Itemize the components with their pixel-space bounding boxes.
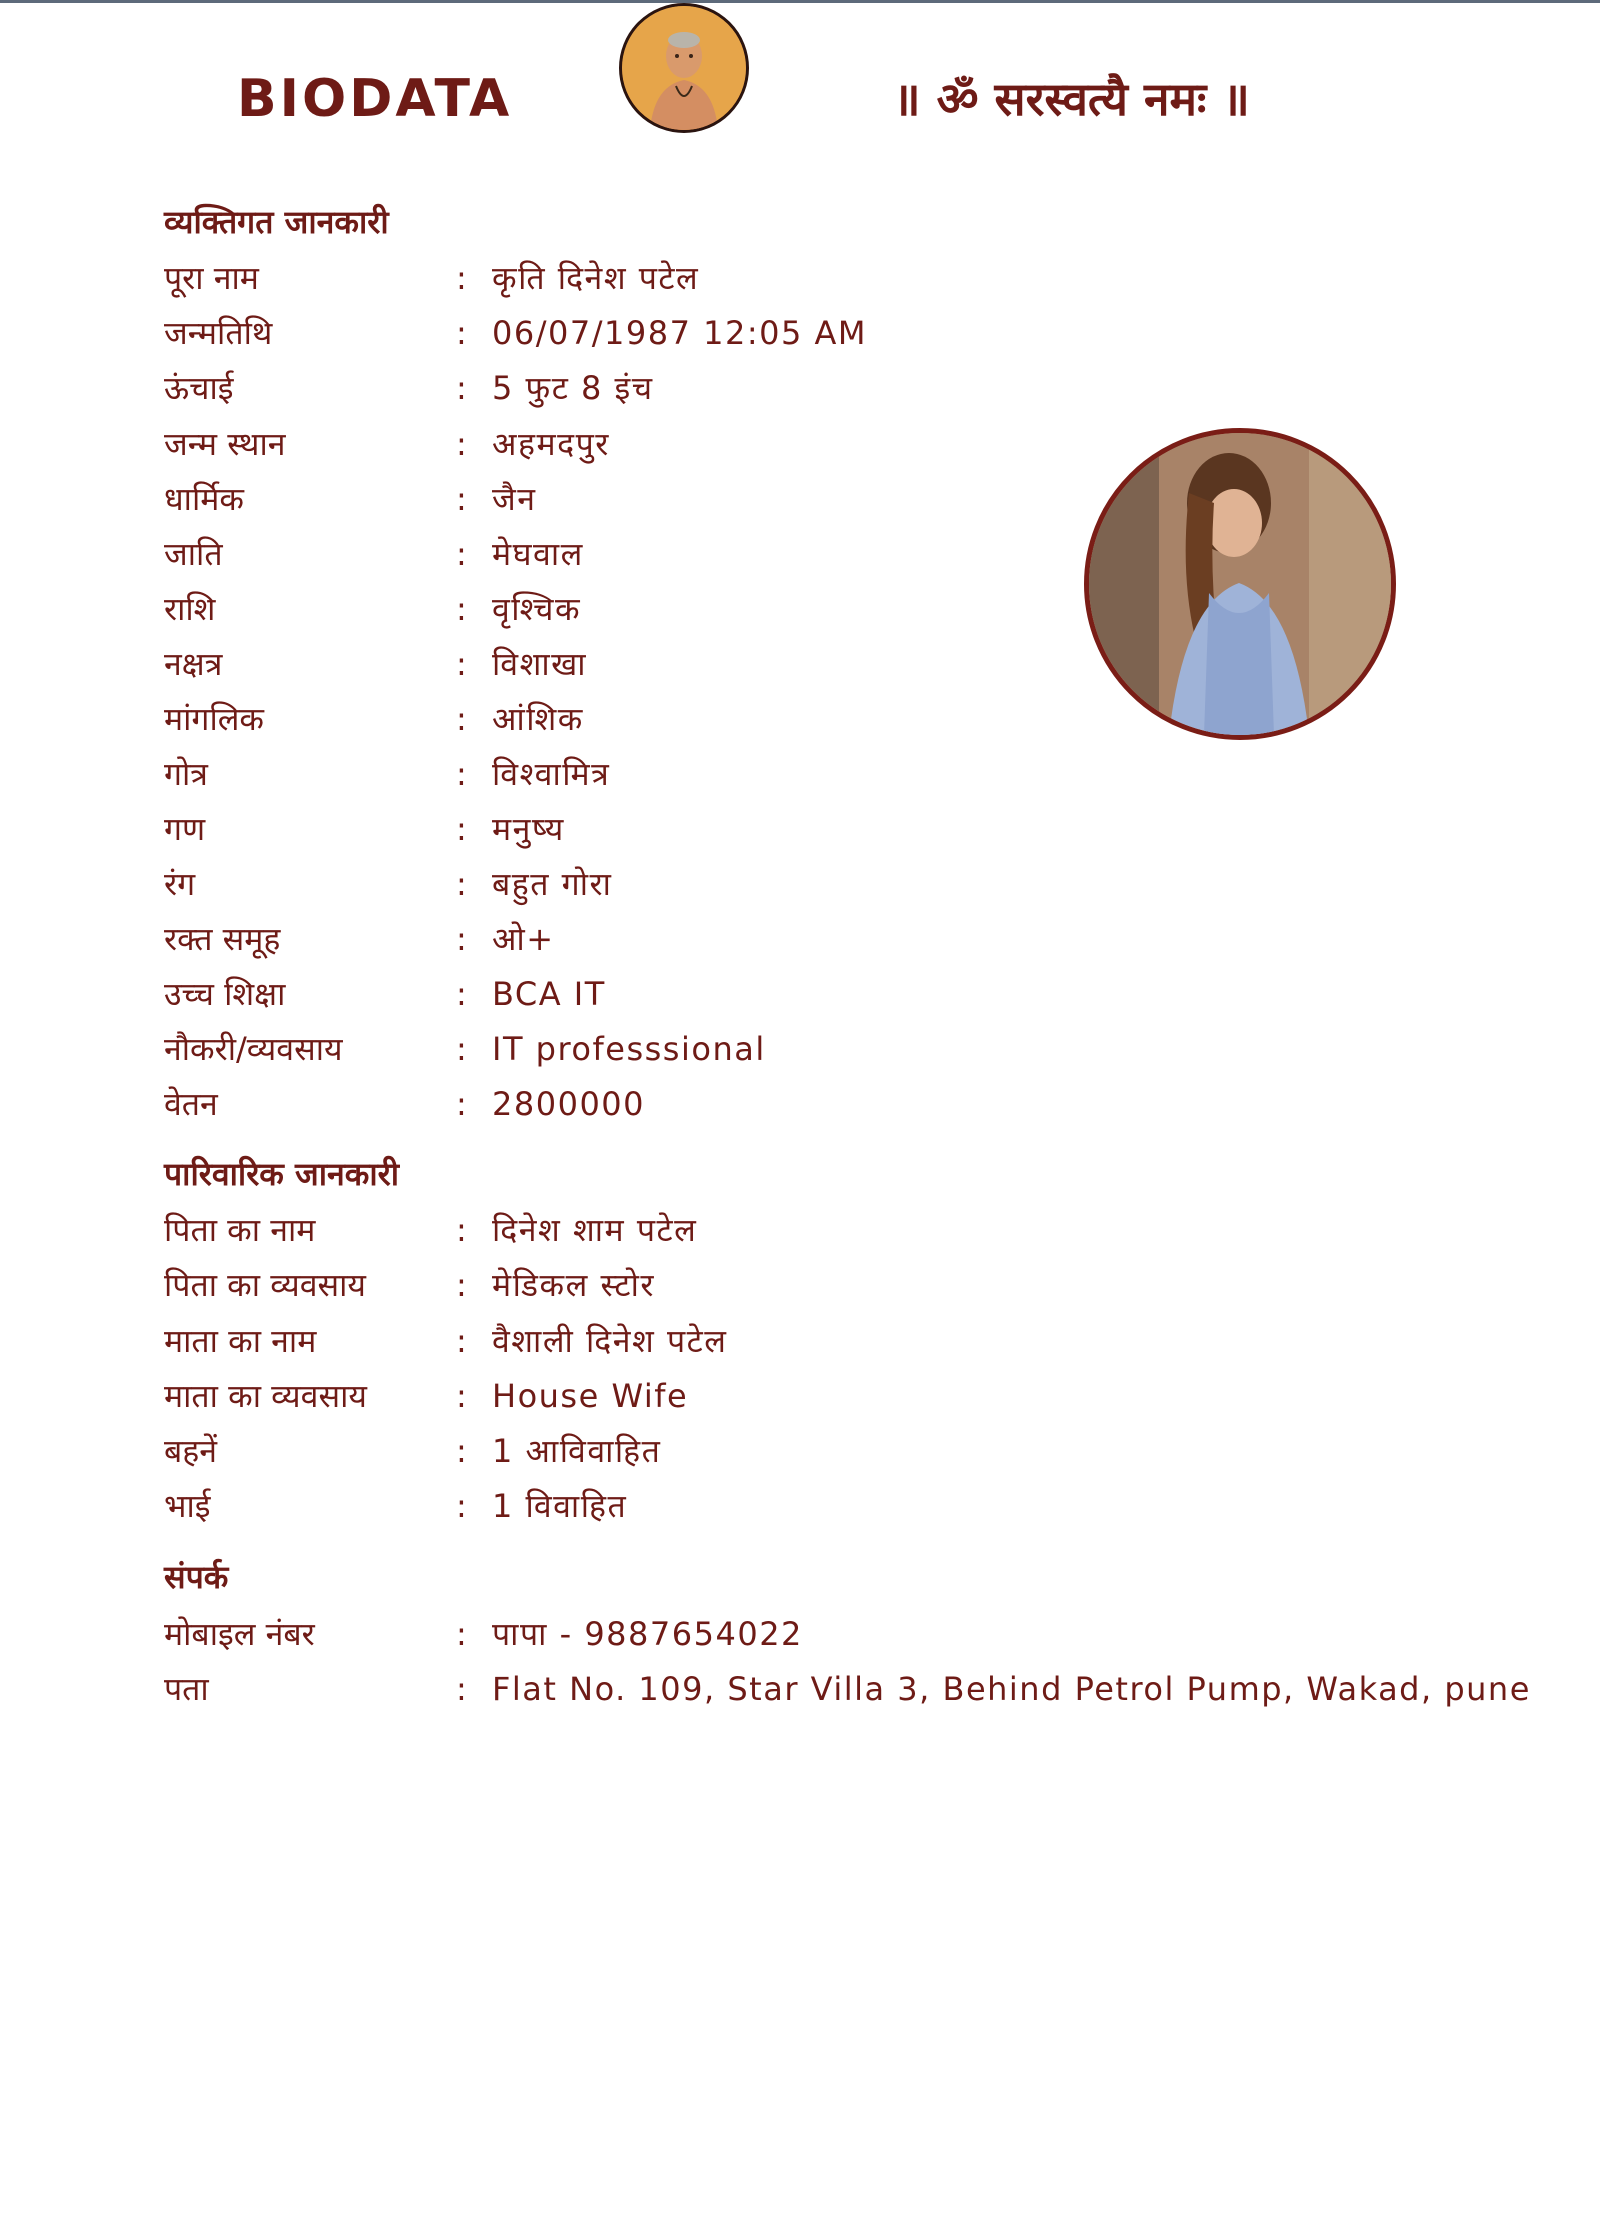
row-separator: : bbox=[456, 700, 467, 738]
row-label: पूरा नाम bbox=[164, 259, 259, 297]
row-separator: : bbox=[456, 1030, 467, 1068]
row-value: कृति दिनेश पटेल bbox=[492, 259, 700, 297]
detail-row-height bbox=[164, 362, 1484, 414]
detail-row-religion bbox=[164, 473, 1484, 525]
row-value: जैन bbox=[492, 480, 537, 518]
row-value: विशाखा bbox=[492, 645, 588, 683]
row-label: भाई bbox=[164, 1487, 211, 1525]
detail-row-blood-group bbox=[164, 913, 1484, 965]
row-label: माता का नाम bbox=[164, 1322, 317, 1360]
row-label: पता bbox=[164, 1670, 209, 1708]
contact-heading: संपर्क bbox=[164, 1558, 229, 1596]
detail-row-caste bbox=[164, 528, 1484, 580]
row-value: Flat No. 109, Star Villa 3, Behind Petrol Pump, Wakad, pune bbox=[492, 1670, 1531, 1708]
row-label: धार्मिक bbox=[164, 480, 244, 518]
row-label: जाति bbox=[164, 535, 223, 573]
row-label: जन्मतिथि bbox=[164, 314, 273, 352]
row-separator: : bbox=[456, 1322, 467, 1360]
row-value: अहमदपुर bbox=[492, 425, 610, 463]
detail-row-salary bbox=[164, 1078, 1484, 1130]
row-label: गण bbox=[164, 810, 206, 848]
personal-info-heading: व्यक्तिगत जानकारी bbox=[164, 203, 389, 241]
row-label: मांगलिक bbox=[164, 700, 265, 738]
detail-row-rashi bbox=[164, 583, 1484, 635]
row-value: ओ+ bbox=[492, 920, 555, 958]
row-label: जन्म स्थान bbox=[164, 425, 286, 463]
row-separator: : bbox=[456, 480, 467, 518]
row-value: 1 आविवाहित bbox=[492, 1432, 662, 1470]
family-info-heading: पारिवारिक जानकारी bbox=[164, 1155, 400, 1193]
row-separator: : bbox=[456, 810, 467, 848]
row-separator: : bbox=[456, 535, 467, 573]
row-value: BCA IT bbox=[492, 975, 606, 1013]
detail-row-address bbox=[164, 1663, 1531, 1715]
row-separator: : bbox=[456, 259, 467, 297]
row-label: गोत्र bbox=[164, 755, 208, 793]
detail-row-birth-date bbox=[164, 307, 1484, 359]
detail-row-full-name bbox=[164, 252, 1484, 304]
deity-portrait-image bbox=[619, 3, 749, 133]
row-label: पिता का नाम bbox=[164, 1211, 316, 1249]
row-separator: : bbox=[456, 975, 467, 1013]
detail-row-mother-name bbox=[164, 1315, 1484, 1367]
row-label: उच्च शिक्षा bbox=[164, 975, 286, 1013]
row-label: बहनें bbox=[164, 1432, 218, 1470]
row-value: विश्वामित्र bbox=[492, 755, 611, 793]
detail-row-mobile bbox=[164, 1608, 1484, 1660]
row-value: 2800000 bbox=[492, 1085, 646, 1123]
row-separator: : bbox=[456, 865, 467, 903]
detail-row-gotra bbox=[164, 748, 1484, 800]
row-separator: : bbox=[456, 1377, 467, 1415]
row-label: वेतन bbox=[164, 1085, 218, 1123]
row-separator: : bbox=[456, 314, 467, 352]
row-separator: : bbox=[456, 1615, 467, 1653]
row-separator: : bbox=[456, 425, 467, 463]
row-separator: : bbox=[456, 590, 467, 628]
detail-row-nakshatra bbox=[164, 638, 1484, 690]
detail-row-father-occupation bbox=[164, 1259, 1484, 1311]
row-separator: : bbox=[456, 1487, 467, 1525]
row-separator: : bbox=[456, 1670, 467, 1708]
biodata-title: BIODATA bbox=[237, 69, 513, 129]
row-label: माता का व्यवसाय bbox=[164, 1377, 367, 1415]
row-value: आंशिक bbox=[492, 700, 584, 738]
row-value: IT professsional bbox=[492, 1030, 766, 1068]
detail-row-birth-place bbox=[164, 418, 1484, 470]
detail-row-gan bbox=[164, 803, 1484, 855]
top-rule bbox=[0, 0, 1600, 3]
row-value: मनुष्य bbox=[492, 810, 565, 848]
row-label: नक्षत्र bbox=[164, 645, 223, 683]
row-separator: : bbox=[456, 1432, 467, 1470]
row-separator: : bbox=[456, 1266, 467, 1304]
row-value: वृश्चिक bbox=[492, 590, 582, 628]
detail-row-brothers bbox=[164, 1480, 1484, 1532]
row-label: मोबाइल नंबर bbox=[164, 1615, 315, 1653]
row-value: दिनेश शाम पटेल bbox=[492, 1211, 698, 1249]
row-separator: : bbox=[456, 755, 467, 793]
row-separator: : bbox=[456, 1085, 467, 1123]
mantra-text: ॥ ॐ सरस्वत्यै नमः ॥ bbox=[893, 72, 1250, 126]
row-separator: : bbox=[456, 645, 467, 683]
detail-row-occupation bbox=[164, 1023, 1484, 1075]
detail-row-father-name bbox=[164, 1204, 1484, 1256]
row-value: 5 फुट 8 इंच bbox=[492, 369, 654, 407]
row-value: 1 विवाहित bbox=[492, 1487, 628, 1525]
row-value: बहुत गोरा bbox=[492, 865, 613, 903]
row-value: House Wife bbox=[492, 1377, 689, 1415]
row-separator: : bbox=[456, 1211, 467, 1249]
row-label: नौकरी/व्यवसाय bbox=[164, 1030, 343, 1068]
row-label: रंग bbox=[164, 865, 196, 903]
row-value: वैशाली दिनेश पटेल bbox=[492, 1322, 728, 1360]
row-value: पापा - 9887654022 bbox=[492, 1615, 803, 1653]
row-separator: : bbox=[456, 369, 467, 407]
row-label: राशि bbox=[164, 590, 216, 628]
row-value: मेडिकल स्टोर bbox=[492, 1266, 655, 1304]
row-label: ऊंचाई bbox=[164, 369, 234, 407]
row-label: पिता का व्यवसाय bbox=[164, 1266, 366, 1304]
row-label: रक्त समूह bbox=[164, 920, 281, 958]
row-value: मेघवाल bbox=[492, 535, 584, 573]
row-value: 06/07/1987 12:05 AM bbox=[492, 314, 867, 352]
detail-row-sisters bbox=[164, 1425, 1484, 1477]
detail-row-mother-occupation bbox=[164, 1370, 1484, 1422]
detail-row-education bbox=[164, 968, 1484, 1020]
detail-row-manglik bbox=[164, 693, 1484, 745]
row-separator: : bbox=[456, 920, 467, 958]
detail-row-complexion bbox=[164, 858, 1484, 910]
